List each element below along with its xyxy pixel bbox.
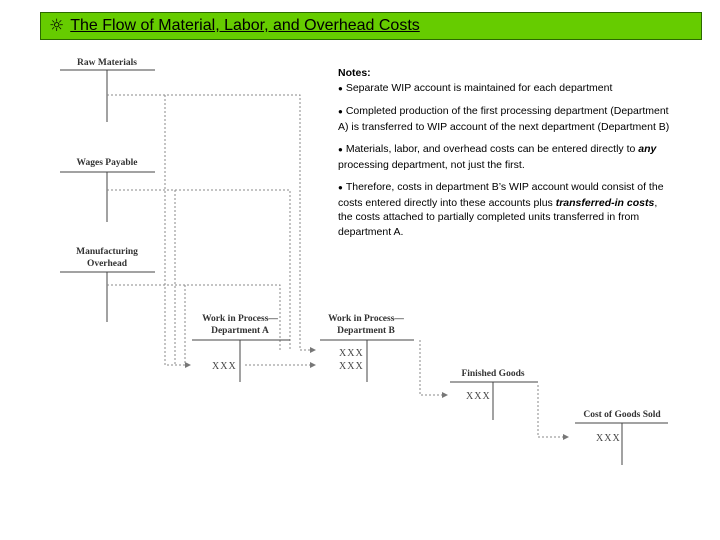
bullet-icon: ● [338,107,343,116]
cogs-label: Cost of Goods Sold [583,410,661,420]
raw-materials-label: Raw Materials [77,58,137,68]
note-text: processing department, not just the first. [338,158,525,171]
bullet-icon: ● [338,83,343,93]
finished-goods-account [450,369,538,420]
notes-heading: Notes: [338,67,371,79]
note-item [338,104,673,134]
wip-department-a-account [192,314,290,382]
note-text: Separate WIP account is maintained for each department [345,81,613,94]
sun-icon: ☼ [49,15,65,36]
wip-b-debit-2: XXX [339,361,364,372]
note-item [338,142,673,172]
note-emphasis: transferred-in costs [555,196,655,209]
note-text: Materials, labor, and overhead costs can be entered directly to [345,143,639,155]
wip-b-label-1: Work in Process— [328,314,404,324]
wip-department-b-account [320,314,414,382]
page-title: The Flow of Material, Labor, and Overhead Costs [70,17,420,34]
wages-payable-label: Wages Payable [76,158,138,168]
note-text: Therefore, costs in department B’s WIP account would consist of the costs entered directly into these accounts plus [338,181,664,209]
raw-materials-account [60,58,155,122]
cost-of-goods-sold-account [575,410,668,465]
mfg-overhead-label-2: Overhead [86,259,128,269]
bullet-icon: ● [338,183,343,192]
note-item [338,180,673,239]
bullet-icon: ● [338,145,343,154]
note-emphasis: any [638,143,657,155]
wip-a-label-2: Department A [211,326,269,336]
finished-goods-debit: XXX [466,391,491,402]
mfg-overhead-label-1: Manufacturing [76,247,138,257]
note-item [338,81,673,97]
cogs-debit: XXX [596,433,621,444]
finished-goods-label: Finished Goods [461,369,525,379]
wip-a-label-1: Work in Process— [202,314,278,324]
wip-b-label-2: Department B [337,326,395,336]
wip-b-debit-1: XXX [339,348,364,359]
wip-a-debit: XXX [212,361,237,372]
note-text: , the costs attached to partially completed units transferred in from department A. [338,196,658,238]
notes-panel [338,66,673,247]
note-text: Completed production of the first processing department (Department A) is transferred to WIP account of the next department (Department B) [338,105,670,133]
